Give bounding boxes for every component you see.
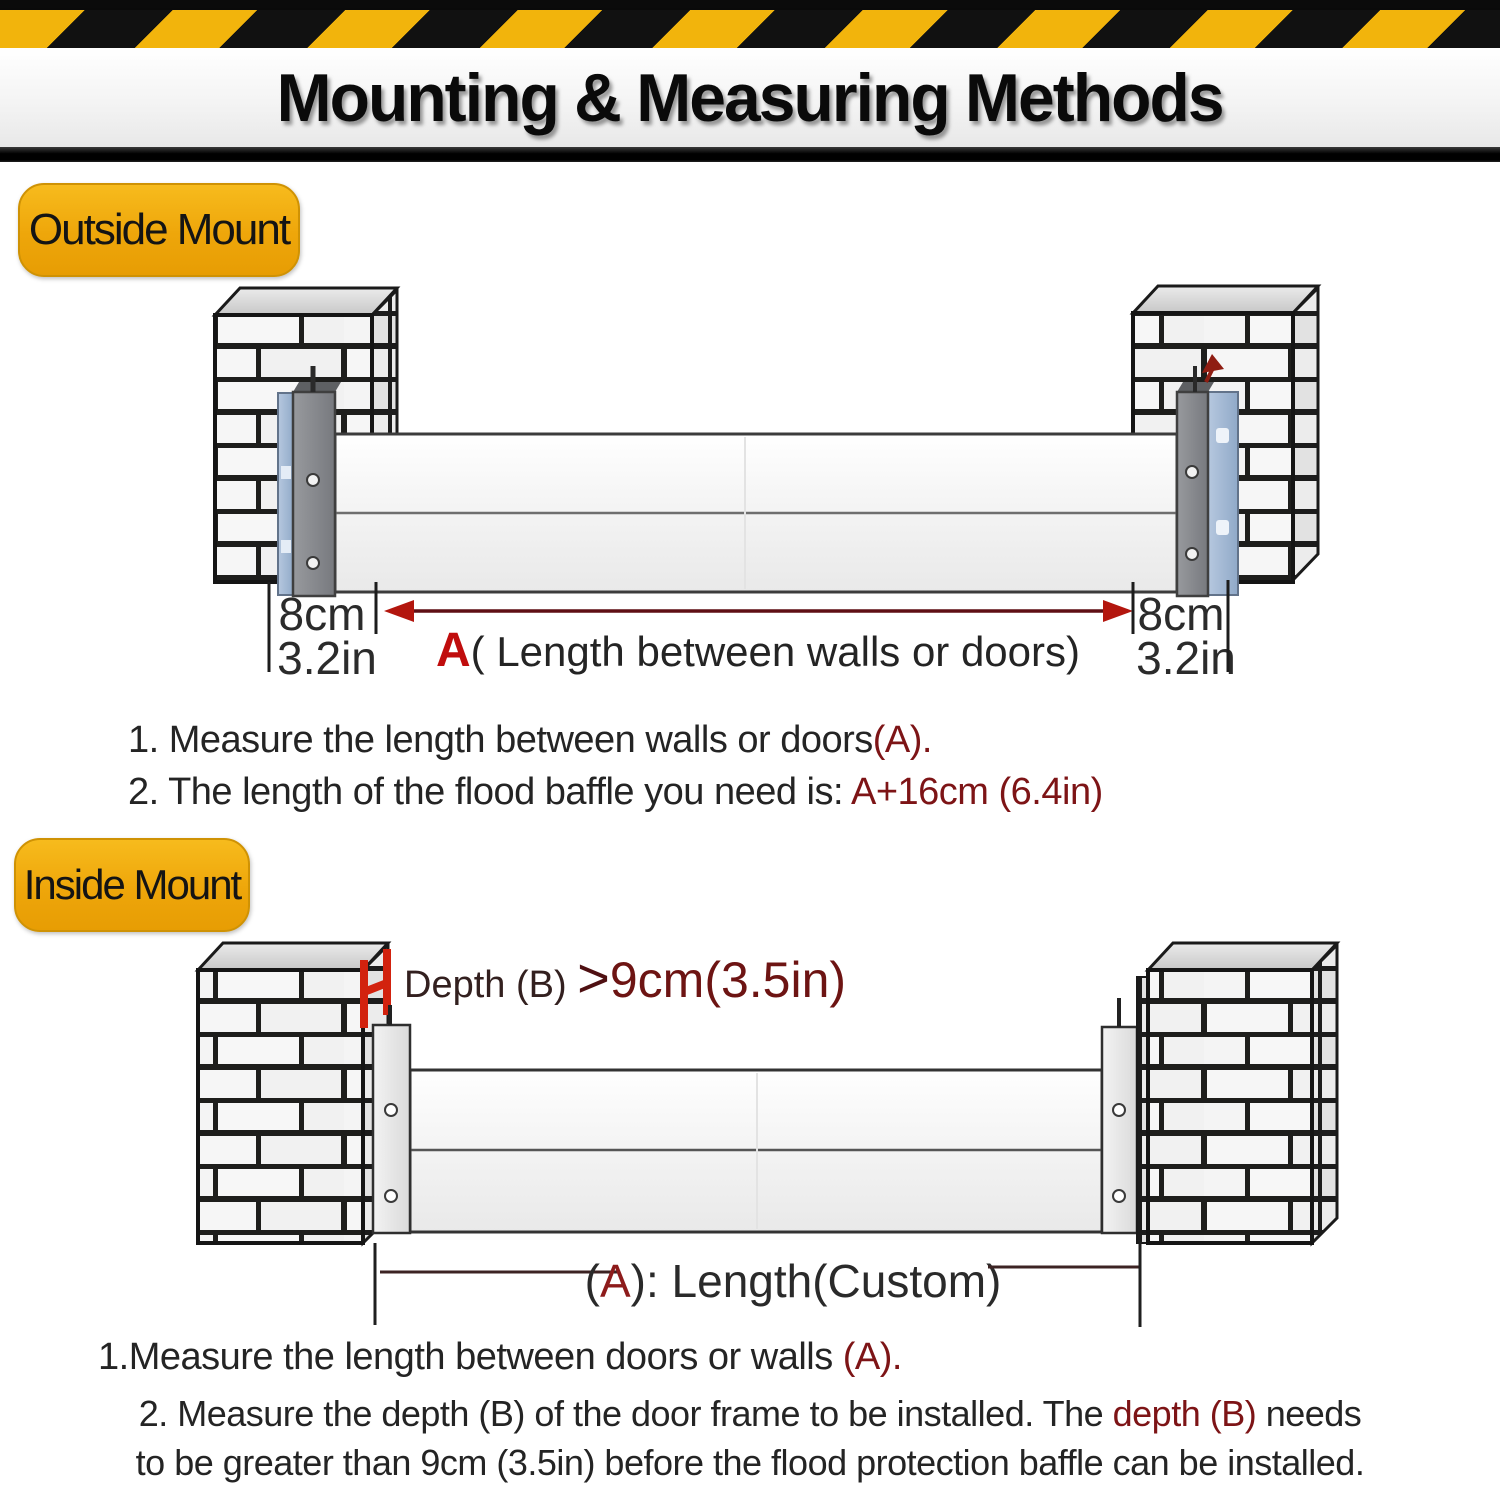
dim-right-cm: 8cm: [1137, 588, 1225, 640]
brick-pillar-left: [198, 943, 388, 1243]
inside-mount-badge: [14, 838, 250, 932]
dim-right-in: 3.2in: [1136, 632, 1236, 684]
outside-instruction-1: 1. Measure the length between walls or doors(A).: [128, 719, 932, 761]
screw-hole: [1186, 548, 1198, 560]
flood-barrier: [410, 1070, 1102, 1232]
screw-hole: [1186, 466, 1198, 478]
outside-mount-diagram: [0, 280, 1500, 700]
outside-dimensions: [269, 580, 1236, 684]
seal-slot: [1216, 428, 1229, 443]
pillar-side-face: [1312, 945, 1337, 1243]
pillar-front-face: [1148, 970, 1312, 1243]
dim-left-in: 3.2in: [277, 632, 377, 684]
inside-mount-diagram: [0, 935, 1500, 1335]
inside-dimensions: [375, 1240, 1140, 1327]
pillar-top-face: [1148, 943, 1337, 970]
screw-hole: [385, 1190, 397, 1202]
screw-hole: [385, 1104, 397, 1116]
depth-label: Depth (B) >9cm(3.5in): [404, 946, 847, 1009]
outside-mount-badge-label: Outside Mount: [28, 205, 290, 254]
pillar-top-face: [198, 943, 388, 970]
mounting-channel-left: [373, 1005, 410, 1233]
outside-mount-badge: [18, 183, 300, 277]
inside-instruction-2: 2. Measure the depth (B) of the door frame to be installed. The depth (B) needs to be greater than 9cm (3.5in) before the flood protection baffle can be installed.: [135, 1393, 1365, 1483]
pillar-top-face: [215, 288, 397, 315]
bracket-body: [1177, 392, 1208, 596]
pillar-front-face: [198, 970, 363, 1243]
span-label: A( Length between walls or doors): [436, 624, 1080, 677]
arrowhead-right-icon: [1103, 600, 1133, 622]
seal-slot: [281, 466, 291, 479]
mounting-channel-right: [1102, 998, 1137, 1233]
header-divider-bar: [0, 147, 1500, 162]
seal-slot: [281, 540, 291, 553]
screw-hole: [307, 474, 319, 486]
inside-instruction-1: 1.Measure the length between doors or walls (A).: [98, 1336, 902, 1378]
hazard-stripe-banner: [0, 10, 1500, 48]
arrowhead-left-icon: [384, 600, 414, 622]
screw-hole: [307, 557, 319, 569]
bracket-cap: [293, 382, 341, 392]
length-label: (A): Length(Custom): [584, 1255, 1002, 1307]
screw-hole: [1113, 1190, 1125, 1202]
flood-barrier: [335, 434, 1177, 592]
page-title: Mounting & Measuring Methods: [276, 59, 1223, 136]
outside-instruction-2: 2. The length of the flood baffle you need is: A+16cm (6.4in): [128, 771, 1103, 813]
pillar-side-face: [1293, 288, 1318, 580]
mounting-bracket-left: [278, 366, 341, 596]
screw-hole: [1113, 1104, 1125, 1116]
seal-strip: [1208, 392, 1238, 595]
seal-slot: [1216, 520, 1229, 535]
title-band: [0, 48, 1500, 147]
inside-mount-badge-label: Inside Mount: [23, 861, 241, 908]
seal-strip: [278, 393, 294, 595]
pillar-top-face: [1133, 286, 1318, 313]
top-black-strip: [0, 0, 1500, 10]
brick-pillar-right: [1137, 943, 1337, 1243]
dim-left-cm: 8cm: [278, 588, 366, 640]
